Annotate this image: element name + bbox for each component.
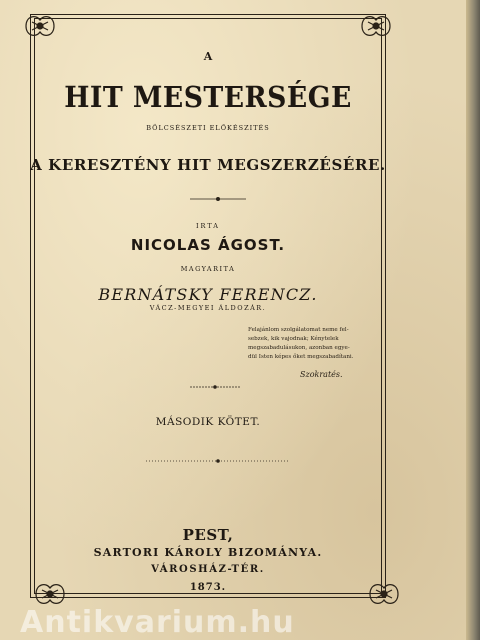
translator-role: VÁCZ-MEGYEI ÁLDOZÁR. (149, 304, 267, 312)
epigraph (248, 326, 384, 362)
epigraph-line: Felajánlom szolgálatomat neme fel- (248, 327, 349, 333)
ornamental-rule-icon (190, 384, 240, 390)
author-intro: IRTA (195, 222, 221, 230)
publication-year: 1873. (189, 582, 227, 593)
pre-title: A (203, 50, 213, 63)
epigraph-author: Szokratés. (300, 370, 343, 379)
publisher-address: VÁROSHÁZ-TÉR. (151, 564, 265, 575)
publisher: SARTORI KÁROLY BIZOMÁNYA. (93, 546, 323, 559)
epigraph-line: dül Isten képes őket megszabadítani. (248, 354, 354, 360)
epigraph-line: megszabadulásukon, azonban egye- (248, 345, 350, 351)
publication-place: PEST, (182, 526, 234, 544)
epigraph-line: sebzek, kik vajodnak; Kénytelek (248, 336, 339, 342)
corner-ornament-icon (358, 10, 394, 42)
corner-ornament-icon (22, 10, 58, 42)
volume-label: MÁSODIK KÖTET. (155, 416, 261, 428)
translator-intro: MAGYARITA (180, 265, 236, 273)
subtitle-small: BÖLCSÉSZETI ELŐKÉSZITÉS (146, 124, 270, 132)
subtitle: A KERESZTÉNY HIT MEGSZERZÉSÉRE. (30, 156, 386, 174)
watermark: Antikvarium.hu (20, 605, 295, 640)
author-name: NICOLAS ÁGOST. (130, 236, 286, 254)
dotted-rule-icon (146, 458, 290, 464)
ornamental-rule-icon (190, 196, 246, 202)
page-edge (466, 0, 480, 640)
translator-name: BERNÁTSKY FERENCZ. (98, 285, 318, 304)
book-title: HIT MESTERSÉGE (64, 80, 352, 114)
